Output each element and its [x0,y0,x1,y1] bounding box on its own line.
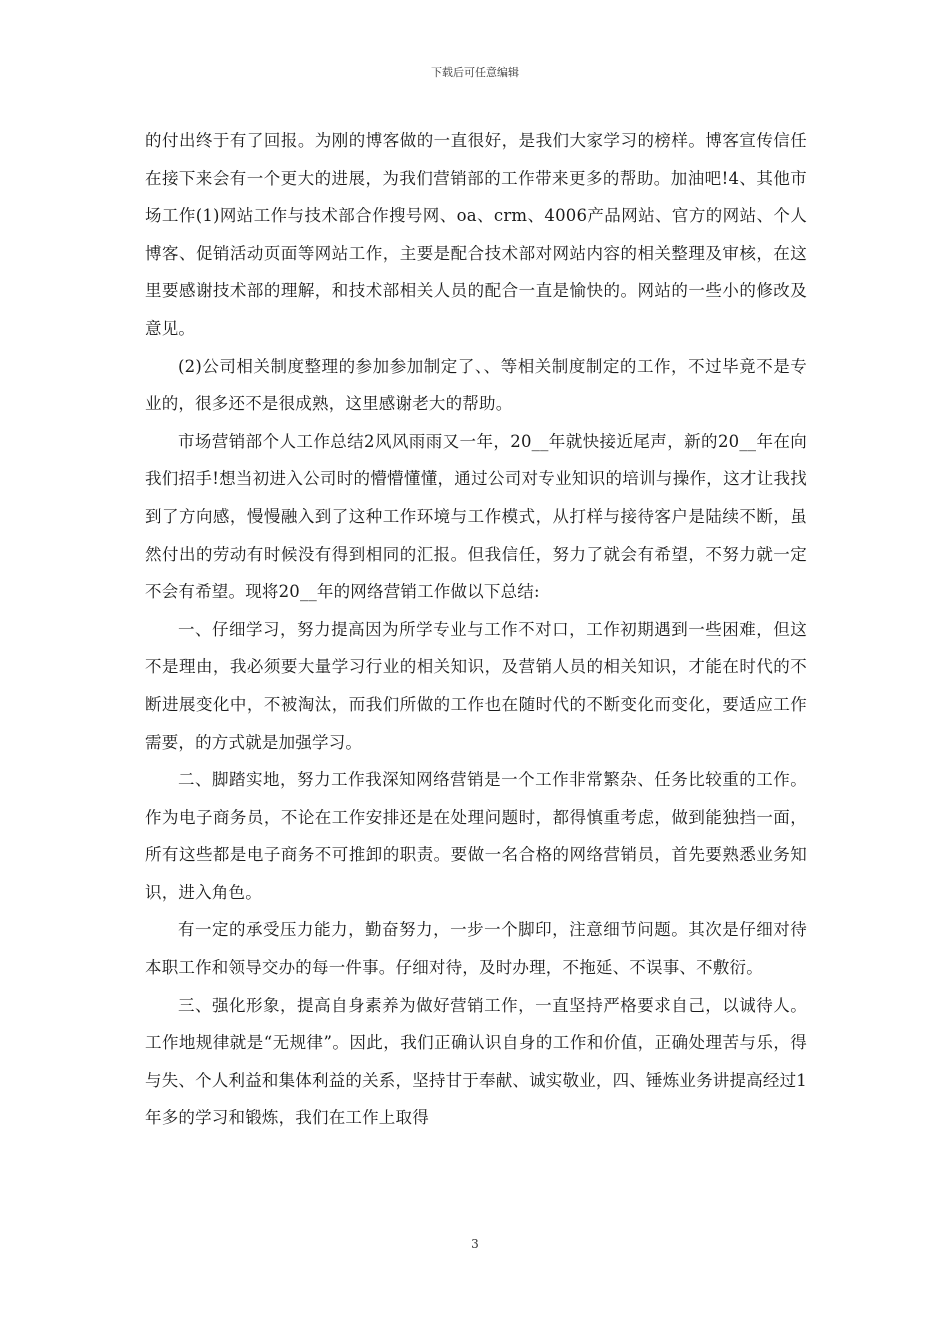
paragraph-6: 有一定的承受压力能力，勤奋努力，一步一个脚印，注意细节问题。其次是仔细对待本职工作和领导交办的每一件事。仔细对待，及时办理，不拖延、不误事、不敷衍。 [145,920,807,978]
paragraph-1: 的付出终于有了回报。为刚的博客做的一直很好，是我们大家学习的榜样。博客宣传信任在接下来会有一个更大的进展，为我们营销部的工作带来更多的帮助。加油吧!4、其他市场工作(1)网站工作与技术部合作搜号网、oa、crm、4006产品网站、官方的网站、个人博客、促销活动页面等网站工作，主要是配合技术部对网站内容的相关整理及审核，在这里要感谢技术部的理解，和技术部相关人员的配合一直是愉快的。网站的一些小的修改及意见。 [145,131,807,338]
page-number: 3 [471,1237,479,1251]
document-body [145,122,807,1137]
paragraph-4: 一、仔细学习，努力提高因为所学专业与工作不对口，工作初期遇到一些困难，但这不是理由，我必须要大量学习行业的相关知识，及营销人员的相关知识，才能在时代的不断进展变化中，不被淘汰，而我们所做的工作也在随时代的不断变化而变化，要适应工作需要，的方式就是加强学习。 [145,619,807,752]
paragraph-7: 三、强化形象，提高自身素养为做好营销工作，一直坚持严格要求自己，以诚待人。工作地规律就是“无规律”。因此，我们正确认识自身的工作和价值，正确处理苦与乐，得与失、个人利益和集体利益的关系，坚持甘于奉献、诚实敬业，四、锤炼业务讲提高经过1年多的学习和锻炼，我们在工作上取得 [145,995,807,1128]
page-header-note: 下载后可任意编辑 [431,66,519,79]
paragraph-5: 二、脚踏实地，努力工作我深知网络营销是一个工作非常繁杂、任务比较重的工作。作为电子商务员，不论在工作安排还是在处理问题时，都得慎重考虑，做到能独挡一面，所有这些都是电子商务不可推卸的职责。要做一名合格的网络营销员，首先要熟悉业务知识，进入角色。 [145,770,807,902]
paragraph-2: (2)公司相关制度整理的参加参加制定了、、等相关制度制定的工作，不过毕竟不是专业的，很多还不是很成熟，这里感谢老大的帮助。 [145,356,807,414]
paragraph-3: 市场营销部个人工作总结2风风雨雨又一年，20__年就快接近尾声，新的20__年在向我们招手!想当初进入公司时的懵懵懂懂，通过公司对专业知识的培训与操作，这才让我找到了方向感，慢慢融入到了这种工作环境与工作模式，从打样与接待客户是陆续不断，虽然付出的劳动有时候没有得到相同的汇报。但我信任，努力了就会有希望，不努力就一定不会有希望。现将20__年的网络营销工作做以下总结: [145,431,807,602]
